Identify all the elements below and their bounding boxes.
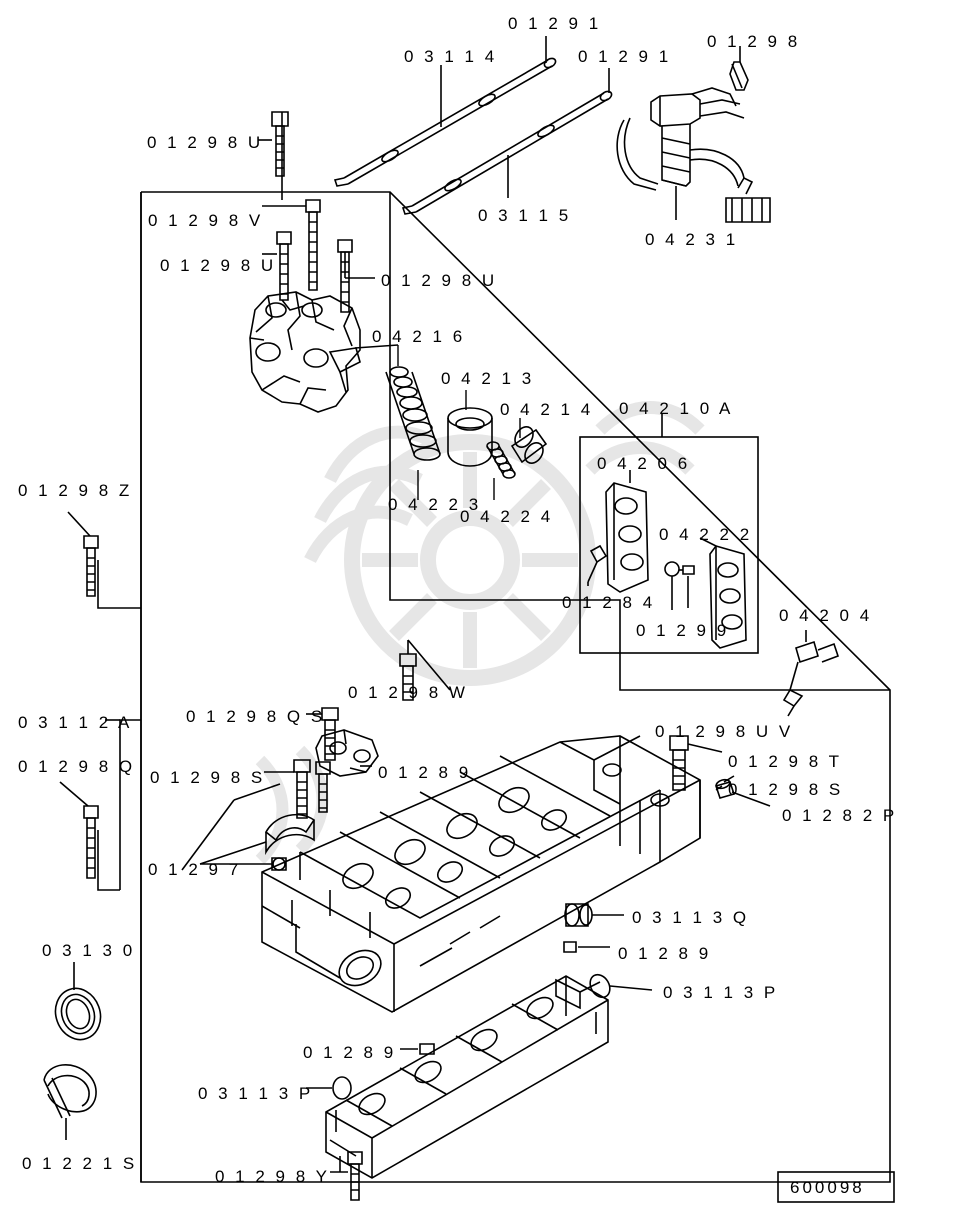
part-label-04206: 0 4 2 0 6: [597, 454, 691, 473]
part-label-03113p-b: 0 3 1 1 3 P: [663, 983, 779, 1002]
part-label-01221s: 0 1 2 2 1 S: [22, 1154, 138, 1173]
part-label-01289-b: 0 1 2 8 9: [618, 944, 712, 963]
part-label-01298uv: 0 1 2 9 8 U V: [655, 722, 794, 741]
part-label-03112a: 0 3 1 1 2 A: [18, 713, 133, 732]
part-label-01298q: 0 1 2 9 8 Q: [18, 757, 136, 776]
part-label-03130: 0 3 1 3 0: [42, 941, 136, 960]
retainer-01221s: [44, 1065, 96, 1140]
part-label-03115: 0 3 1 1 5: [478, 206, 572, 225]
part-label-01298w: 0 1 2 9 8 W: [348, 683, 468, 702]
part-04204: [784, 630, 838, 716]
figure-number: 600098: [790, 1178, 865, 1197]
pin-01289-lower: [400, 1044, 434, 1054]
bolt-01298u-right: [338, 240, 375, 312]
part-label-04231: 0 4 2 3 1: [645, 230, 739, 249]
part-label-01289-a: 0 1 2 8 9: [378, 763, 472, 782]
part-label-03113p-a: 0 3 1 1 3 P: [198, 1084, 314, 1103]
part-label-04214: 0 4 2 1 4: [500, 400, 594, 419]
part-label-01299: 0 1 2 9 9: [636, 621, 730, 640]
part-label-01298v: 0 1 2 9 8 V: [148, 211, 264, 230]
part-label-04223: 0 4 2 2 3: [388, 495, 482, 514]
bolt-01298z: [68, 512, 98, 596]
bushing-03113q: [565, 904, 624, 926]
part-label-03113q: 0 3 1 1 3 Q: [632, 908, 750, 927]
valve-spring-04223: [386, 367, 440, 460]
part-label-01297: 0 1 2 9 7: [148, 860, 242, 879]
part-label-01289-c: 0 1 2 8 9: [303, 1043, 397, 1062]
part-label-01298s-a: 0 1 2 9 8 S: [150, 768, 266, 787]
group-boundary: [98, 192, 890, 1182]
part-label-01298qs: 0 1 2 9 8 Q S: [186, 707, 326, 726]
part-label-04204: 0 4 2 0 4: [779, 606, 873, 625]
part-label-01298u-b: 0 1 2 9 8 U: [160, 256, 277, 275]
part-label-01298y: 0 1 2 9 8 Y: [215, 1167, 330, 1186]
bolt-01298v: [262, 200, 320, 290]
bolt-01298u-top: [258, 112, 288, 200]
part-label-04224: 0 4 2 2 4: [460, 507, 554, 526]
plate-04206: [606, 470, 648, 592]
rocker-arm-assembly: [250, 292, 360, 412]
pin-01289-mid: [564, 942, 610, 952]
bolt-01299: [665, 562, 694, 610]
part-label-01298: 0 1 2 9 8: [707, 32, 801, 51]
part-label-01298u-a: 0 1 2 9 8 U: [147, 133, 264, 152]
part-label-01298z: 0 1 2 9 8 Z: [18, 481, 133, 500]
pushrod-03114: [335, 57, 557, 186]
part-label-01284: 0 1 2 8 4: [562, 593, 656, 612]
part-label-03114: 0 3 1 1 4: [404, 47, 498, 66]
solenoid-04231: [617, 46, 770, 222]
part-label-01298u-c: 0 1 2 9 8 U: [381, 271, 498, 290]
part-label-04222: 0 4 2 2 2: [659, 525, 753, 544]
bolt-01298y: [330, 1152, 362, 1200]
part-label-04216: 0 4 2 1 6: [372, 327, 466, 346]
part-label-01291-b: 0 1 2 9 1: [578, 47, 672, 66]
part-label-01282p: 0 1 2 8 2 P: [782, 806, 898, 825]
part-label-04213: 0 4 2 1 3: [441, 369, 535, 388]
bolt-01298q: [60, 782, 98, 878]
part-label-01291-a: 0 1 2 9 1: [508, 14, 602, 33]
part-label-01298t: 0 1 2 9 8 T: [728, 752, 842, 771]
part-label-01298s-b: 0 1 2 9 8 S: [728, 780, 844, 799]
part-label-04210a: 0 4 2 1 0 A: [619, 399, 734, 418]
oil-seal-03130: [48, 962, 107, 1046]
